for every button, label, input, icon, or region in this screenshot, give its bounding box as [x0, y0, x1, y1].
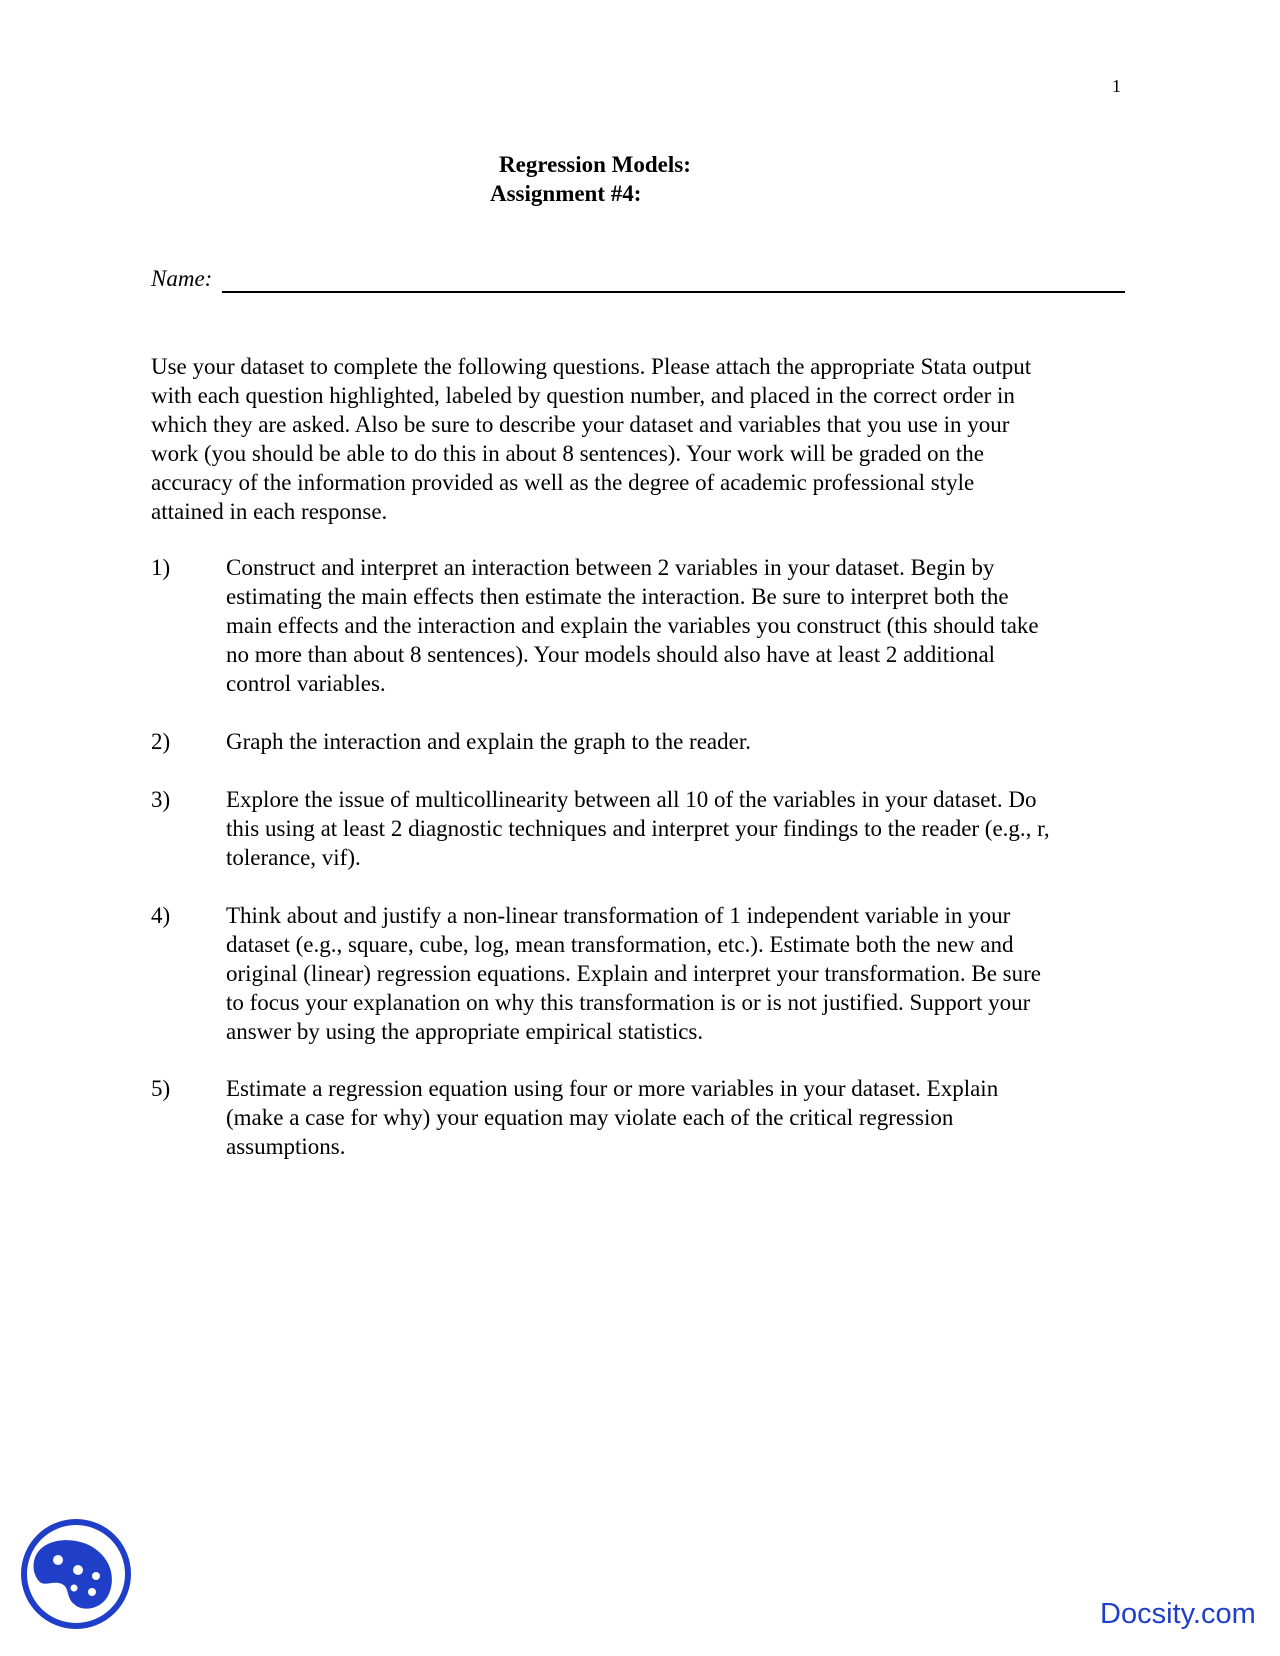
question-line: estimating the main effects then estimate the interaction. Be sure to interpret both the [226, 584, 1009, 609]
question-line: main effects and the interaction and explain the variables you construct (this should take [226, 613, 1039, 638]
question-line: Construct and interpret an interaction between 2 variables in your dataset. Begin by [226, 555, 995, 580]
question-line: control variables. [226, 671, 386, 696]
question-text [226, 553, 1131, 698]
question-line: assumptions. [226, 1134, 346, 1159]
question-line: to focus your explanation on why this transformation is or is not justified. Support your [226, 990, 1031, 1015]
question-number: 5) [151, 1076, 171, 1101]
docsity-brand-link[interactable]: Docsity.com [1100, 1598, 1256, 1630]
instructions-line: attained in each response. [151, 499, 388, 524]
title-line-1: Regression Models: [499, 152, 691, 177]
question-line: dataset (e.g., square, cube, log, mean transformation, etc.). Estimate both the new and [226, 932, 1014, 957]
question-line: Think about and justify a non-linear transformation of 1 independent variable in your [226, 903, 1011, 928]
question-number: 1) [151, 555, 171, 580]
title-line-2: Assignment #4: [490, 181, 642, 206]
question-line: Graph the interaction and explain the graph to the reader. [226, 729, 751, 754]
question-line: this using at least 2 diagnostic techniques and interpret your findings to the reader (e.g., r, [226, 816, 1050, 841]
question-line: tolerance, vif). [226, 845, 361, 870]
question-number: 3) [151, 787, 171, 812]
question-number: 4) [151, 903, 171, 928]
question-text [226, 901, 1131, 1046]
question-text [226, 785, 1131, 872]
instructions-line: with each question highlighted, labeled by question number, and placed in the correct order in [151, 383, 1015, 408]
docsity-logo-icon [20, 1518, 132, 1630]
question-line: (make a case for why) your equation may violate each of the critical regression [226, 1105, 954, 1130]
page-number: 1 [1112, 76, 1121, 96]
question-line: original (linear) regression equations. Explain and interpret your transformation. Be sure [226, 961, 1041, 986]
name-blank-line [222, 291, 1125, 293]
question-line: Explore the issue of multicollinearity between all 10 of the variables in your dataset. Do [226, 787, 1037, 812]
question-line: no more than about 8 sentences). Your models should also have at least 2 additional [226, 642, 996, 667]
instructions-line: Use your dataset to complete the following questions. Please attach the appropriate Stata output [151, 354, 1032, 379]
question-line: answer by using the appropriate empirical statistics. [226, 1019, 704, 1044]
name-label: Name: [151, 266, 213, 291]
question-line: Estimate a regression equation using four or more variables in your dataset. Explain [226, 1076, 999, 1101]
instructions-line: work (you should be able to do this in about 8 sentences). Your work will be graded on the [151, 441, 984, 466]
instructions-line: which they are asked. Also be sure to describe your dataset and variables that you use in your [151, 412, 1010, 437]
instructions-line: accuracy of the information provided as well as the degree of academic professional style [151, 470, 975, 495]
question-text [226, 1074, 1131, 1161]
question-text [226, 727, 1131, 756]
question-number: 2) [151, 729, 171, 754]
instructions-paragraph [151, 352, 1131, 526]
